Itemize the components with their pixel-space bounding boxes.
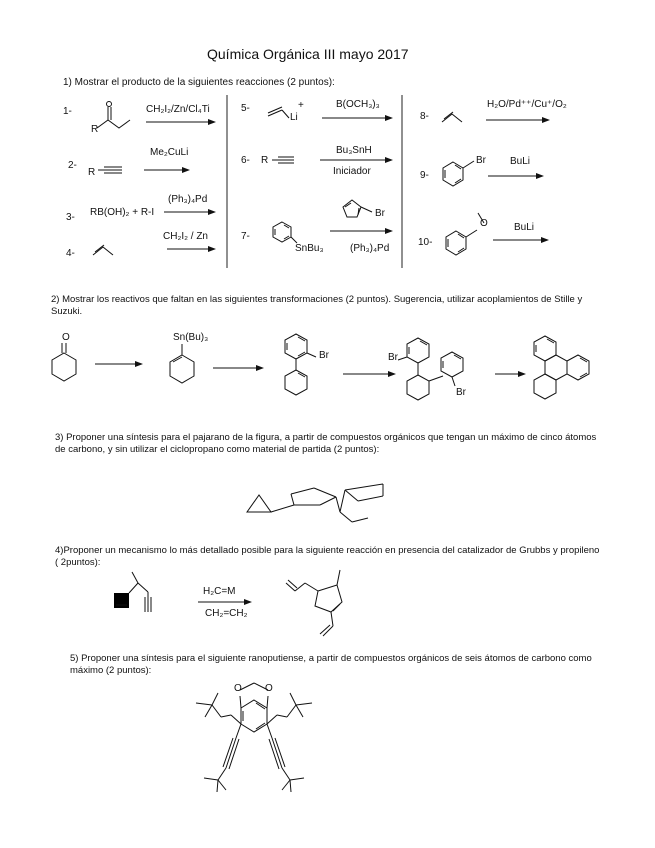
q2-br-label-3: Br: [456, 387, 466, 398]
q1-arrow-8: [486, 117, 550, 123]
q1-arrow-9: [488, 173, 544, 179]
q2-stannane-label: Sn(Bu)₃: [173, 332, 209, 343]
q1-item-6-reagent-bottom: Iniciador: [333, 166, 371, 177]
q4-reagent-bottom: CH₂=CH₂: [205, 608, 248, 619]
q1-item-3-number: 3-: [66, 212, 75, 223]
q1-item-7-bromofuran: [343, 200, 372, 217]
q1-item-7-furan-br-label: Br: [375, 208, 385, 219]
q3-pajarano-structure: [247, 484, 383, 522]
q1-item-7-benzene: [273, 222, 297, 243]
q3-text: 3) Proponer una síntesis para el pajarano de la figura, a partir de compuestos orgánicos que tengan un máximo de cinco átomos de carbono, y sin utilizar el ciclopropano como material de partida (2 puntos):: [55, 432, 597, 455]
q5-o-label-1: O: [234, 683, 242, 694]
q2-arrow-4: [495, 371, 526, 377]
q1-item-10-number: 10-: [418, 237, 433, 248]
q1-item-2-reagent: Me₂CuLi: [150, 147, 189, 158]
q1-item-7-reagent-bottom: (Ph₃)₄Pd: [350, 243, 390, 254]
q1-item-8-number: 8-: [420, 111, 429, 122]
q1-arrow-10: [493, 237, 549, 243]
q1-item-6-number: 6-: [241, 155, 250, 166]
q4-reagent-top: H₂C=M: [203, 586, 236, 597]
q2-product: [534, 336, 589, 399]
q2-vinylstannane: [170, 344, 194, 383]
q1-item-5-number: 5-: [241, 103, 250, 114]
q1-item-9-number: 9-: [420, 170, 429, 181]
q4-text: 4)Proponer un mecanismo lo más detallado posible para la siguiente reacción en presencia del catalizador de Grubbs y propileno ( 2puntos):: [55, 545, 600, 568]
q1-item-9-reagent: BuLi: [510, 156, 531, 167]
q1-item-3-reagent: (Ph₃)₄Pd: [168, 194, 208, 205]
q4-arrow: [198, 599, 252, 605]
q5-text: 5) Proponer una síntesis para el siguiente ranoputiense, a partir de compuestos orgánicos de seis átomos de carbono como máximo (2 puntos):: [70, 653, 592, 676]
q1-item-8-reagent: H₂O/Pd⁺⁺/Cu⁺/O₂: [487, 99, 567, 110]
page-title: Química Orgánica III mayo 2017: [207, 46, 409, 62]
q1-item-7-number: 7-: [241, 231, 250, 242]
q1-item-3-substrate: RB(OH)₂ + R-I: [90, 207, 155, 218]
q1-item-10-reagent: BuLi: [514, 222, 535, 233]
q2-ketone-o-label: O: [62, 332, 70, 343]
q4-cyclobutene-alkyne: [114, 572, 151, 612]
q1-item-8-propene: [442, 112, 462, 122]
q1-arrow-6: [320, 157, 393, 163]
q1-item-1-number: 1-: [63, 106, 72, 117]
q1-item-9-bromobenzene: [443, 161, 474, 186]
q1-item-5-reagent: B(OCH₃)₃: [336, 99, 380, 110]
q1-item-6-reagent-top: Bu₃SnH: [336, 145, 372, 156]
q1-item-1-reagent: CH₂I₂/Zn/Cl₄Ti: [146, 104, 210, 115]
q1-arrow-3: [164, 209, 216, 215]
q2-br-label-1: Br: [319, 350, 329, 361]
q1-arrow-2: [144, 167, 190, 173]
q4-product: [286, 570, 342, 636]
q2-dibromide: [398, 338, 463, 400]
q5-o-label-2: O: [265, 683, 273, 694]
q1-item-1-r-label: R: [91, 124, 99, 135]
q5-ranoputiense-structure: [196, 683, 312, 792]
q1-item-9-br-label: Br: [476, 155, 486, 166]
q1-item-6-alkyne: [272, 157, 294, 163]
q2-arrow-2: [213, 365, 264, 371]
q1-item-10-anisole: [446, 213, 484, 255]
q2-br-label-2: Br: [388, 352, 398, 363]
q1-item-2-r-label: R: [88, 167, 96, 178]
q2-arrow-3: [343, 371, 396, 377]
q1-item-4-reagent: CH₂I₂ / Zn: [163, 231, 208, 242]
q1-item-7-snbu3-label: SnBu₃: [295, 243, 324, 254]
q1-arrow-7: [330, 228, 393, 234]
q1-item-4-number: 4-: [66, 248, 75, 259]
q1-item-1-ester-structure: [97, 102, 130, 129]
q1-item-10-o-label: O: [480, 218, 488, 229]
q1-arrow-1: [146, 119, 216, 125]
q1-item-5-charge: +: [298, 100, 304, 111]
q1-item-2-alkyne: [98, 167, 122, 173]
q2-text: 2) Mostrar los reactivos que faltan en las siguientes transformaciones (2 puntos). Sugerencia, utilizar acoplamientos de Stille y Suzuki.: [51, 294, 583, 317]
q1-item-6-r-label: R: [261, 155, 269, 166]
q2-arrow-1: [95, 361, 143, 367]
q1-item-2-number: 2-: [68, 160, 77, 171]
q1-item-5-vinyllithium: [268, 107, 289, 118]
q1-arrow-4: [167, 246, 216, 252]
q1-heading: 1) Mostrar el producto de la siguientes reacciones (2 puntos):: [63, 77, 335, 88]
q1-arrow-5: [322, 115, 393, 121]
q2-aryl-cyclohexene: [285, 334, 316, 395]
q1-item-5-li-label: Li: [290, 112, 298, 123]
q2-cyclohexanone: [52, 343, 76, 381]
